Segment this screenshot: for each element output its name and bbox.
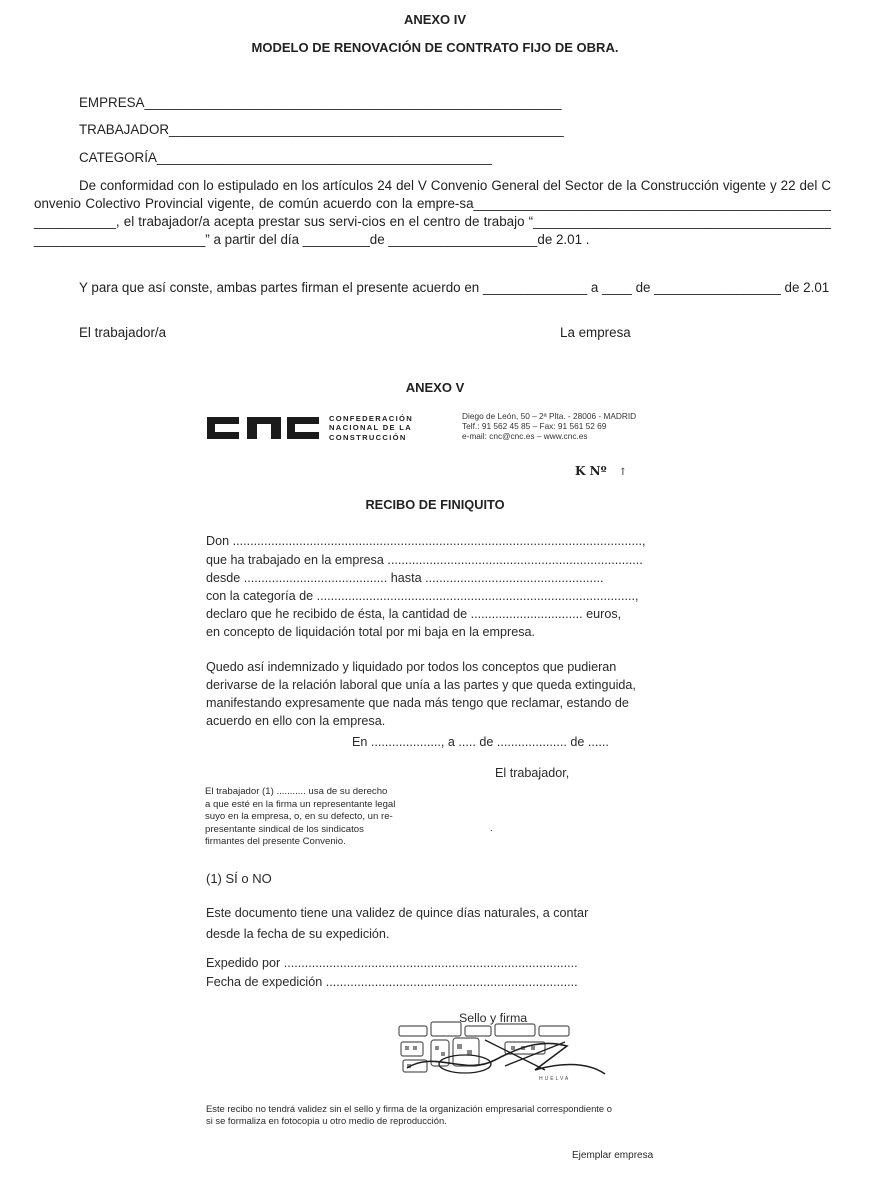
worker-signature-label: El trabajador,: [495, 766, 570, 780]
contract-paragraph: De conformidad con lo estipulado en los artículos 24 del V Convenio General del Sector de la Construcción vigente y 22 del Convenio Colectivo Provincial vigente, de común acuerdo con la empre-sa___________________________________________________________, el trabajador/a acepta prestar sus servi-cios en el centro de trabajo “_______________________________________________________________” a partir del día _________de ____________________de 2.01 .: [34, 178, 831, 247]
agreement-paragraph: Y para que así conste, ambas partes firman el presente acuerdo en ______________ a ____ de _________________ de 2.01: [79, 280, 830, 295]
receipt-title: RECIBO DE FINIQUITO: [365, 497, 505, 512]
cnc-logo-graphic: [205, 415, 320, 441]
receipt-number-value: ↑: [618, 467, 628, 478]
form-line: que ha trabajado en la empresa .........................................................................: [206, 553, 643, 567]
org-email: e-mail: cnc@cnc.es – www.cnc.es: [462, 431, 588, 441]
cnc-logo: [205, 415, 320, 441]
representative-note-line: presentante sindical de los sindicatos: [205, 823, 364, 835]
form-line: en concepto de liquidación total por mi baja en la empresa.: [206, 625, 536, 639]
settlement-line: derivarse de la relación laboral que unía a las partes y que queda extinguida,: [206, 678, 636, 692]
categoria-line: CATEGORÍA_____________________________________________: [79, 150, 492, 165]
representative-note-line: suyo en la empresa, o, en su defecto, un re-: [205, 811, 393, 823]
settlement-line: Quedo así indemnizado y liquidado por todos los conceptos que pudieran: [206, 660, 617, 674]
org-line-3: CONSTRUCCIÓN: [329, 432, 407, 442]
anexo-iv-subtitle: MODELO DE RENOVACIÓN DE CONTRATO FIJO DE OBRA.: [251, 40, 619, 55]
representative-note-line: firmantes del presente Convenio.: [205, 836, 346, 848]
representative-note-line: El trabajador (1) ........... usa de su derecho: [205, 786, 388, 797]
issue-date-line: Fecha de expedición ........................................................................: [206, 975, 578, 989]
form-line: Don .....................................................................................................................,: [206, 534, 646, 548]
org-line-2: NACIONAL DE LA: [329, 423, 413, 433]
signature-company: La empresa: [560, 325, 631, 340]
place-date-line: En ...................., a ..... de .................... de ......: [352, 735, 609, 749]
disclaimer-line-2: si se formaliza en fotocopia u otro medio de reproducción.: [206, 1115, 447, 1126]
stamp-city: HUELVA: [539, 1076, 571, 1082]
copy-label: Ejemplar empresa: [572, 1150, 654, 1161]
signature-worker: El trabajador/a: [79, 325, 167, 340]
trabajador-line: TRABAJADOR_____________________________________________________: [79, 122, 564, 137]
receipt-number-label: K Nº: [575, 464, 607, 478]
anexo-v-title: ANEXO V: [405, 380, 465, 395]
empresa-line: EMPRESA________________________________________________________: [79, 95, 562, 110]
stamp-graphic: [395, 1020, 615, 1084]
cnc-logo-text: [320, 415, 321, 416]
form-line: desde ......................................... hasta ...................................................: [206, 571, 604, 585]
representative-note-line: a que esté en la firma un representante legal: [205, 798, 396, 810]
settlement-line: acuerdo en ello con la empresa.: [206, 714, 386, 728]
disclaimer-line-1: Este recibo no tendrá validez sin el sello y firma de la organización empresarial correspondiente o: [206, 1103, 612, 1114]
issued-by-line: Expedido por ....................................................................................: [206, 956, 578, 970]
form-line: con la categoría de ...........................................................................................,: [206, 589, 639, 603]
stamp-and-signature: [395, 1020, 615, 1084]
seal-label: Sello y firma: [459, 1011, 528, 1025]
validity-line-2: desde la fecha de su expedición.: [206, 927, 390, 941]
form-line: declaro que he recibido de ésta, la cantidad de ................................ euros,: [206, 607, 622, 621]
footnote-yes-no: (1) SÍ o NO: [206, 871, 272, 886]
anexo-iv-title: ANEXO IV: [403, 12, 467, 27]
validity-line-1: Este documento tiene una validez de quince días naturales, a contar: [206, 906, 589, 920]
settlement-line: manifestando expresamente que nada más tengo que reclamar, estando de: [206, 696, 629, 710]
signature-dot: .: [490, 823, 493, 834]
org-phone: Telf.: 91 562 45 85 – Fax: 91 561 52 69: [462, 421, 607, 431]
org-address: Diego de León, 50 – 2ª Plta. - 28006 - MADRID: [462, 411, 637, 421]
org-line-1: CONFEDERACIÓN: [329, 414, 413, 423]
